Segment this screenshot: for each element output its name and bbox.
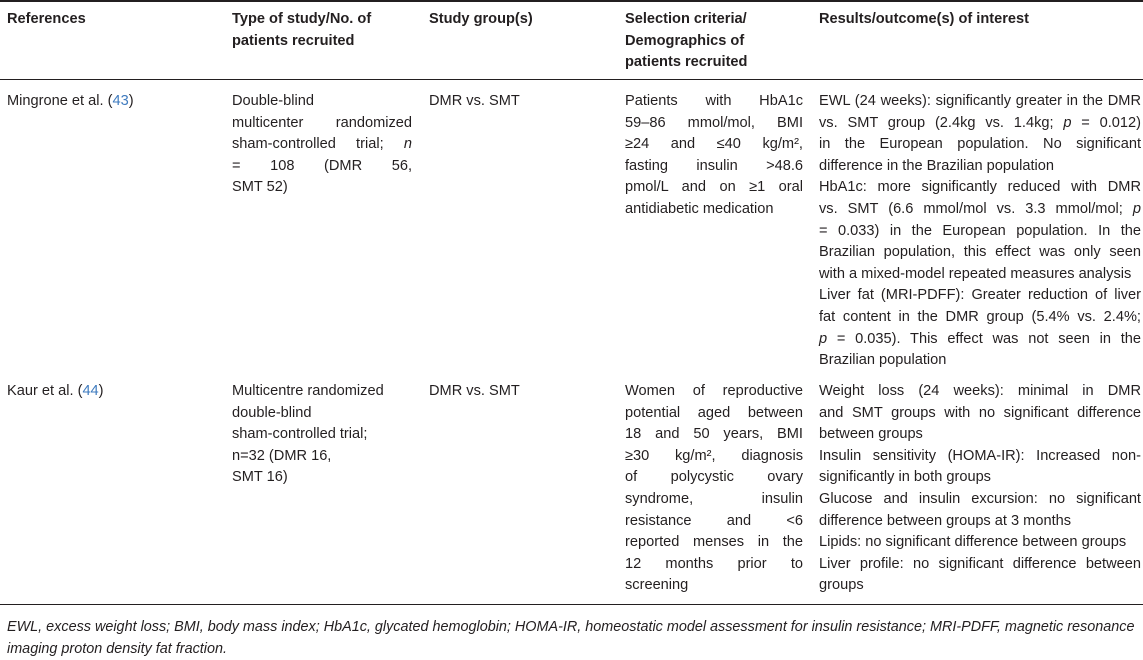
results-line: vs. SMT group (2.4kg vs. 1.4kg; p = 0.012): [819, 114, 1141, 131]
results-line: between groups: [819, 426, 923, 443]
row-1-selection-criteria: [625, 91, 803, 221]
study-type-line: sham-controlled trial;: [232, 426, 368, 443]
results-line: fat content in the DMR group (5.4% vs. 2.4%;: [819, 308, 1141, 325]
header-selection-line: Selection criteria/: [625, 11, 747, 27]
header-type-of-study: [232, 9, 412, 52]
selection-line: screening: [625, 577, 689, 594]
statistic-symbol: p: [819, 330, 828, 347]
selection-line: pmol/L and on ≥1 oral: [625, 179, 803, 196]
header-selection-line: Demographics of: [625, 32, 745, 49]
selection-line: reported menses in the: [625, 534, 803, 551]
selection-line: Patients with HbA1c: [625, 93, 803, 109]
results-line: = 0.033) in the European population. In the: [819, 222, 1141, 239]
results-line: Liver fat (MRI-PDFF): Greater reduction of liver: [819, 287, 1141, 304]
results-line: and SMT groups with no significant difference: [819, 404, 1141, 421]
study-type-line: n=32 (DMR 16,: [232, 447, 332, 464]
row-2-reference: [7, 381, 212, 403]
selection-line: ≥24 and ≤40 kg/m²,: [625, 136, 803, 153]
selection-line: 59–86 mmol/mol, BMI: [625, 114, 803, 131]
table-top-rule: [0, 0, 1143, 2]
selection-line: fasting insulin >48.6: [625, 157, 803, 174]
study-type-line: SMT 16): [232, 469, 288, 486]
selection-line: syndrome, insulin: [625, 490, 803, 507]
selection-line: Women of reproductive: [625, 383, 803, 399]
results-line: in the European population. No significant: [819, 136, 1141, 153]
results-line: p = 0.035). This effect was not seen in the: [819, 330, 1141, 347]
row-1-results: [819, 91, 1141, 372]
study-type-line: double-blind: [232, 404, 312, 421]
footnote-line: EWL, excess weight loss; BMI, body mass index; HbA1c, glycated hemoglobin; HOMA-IR, homeostatic model assessment for insulin resistance; MRI-PDFF, magnetic resonance: [7, 619, 1135, 635]
study-type-line: SMT 52): [232, 179, 288, 196]
row-1-study-group: DMR vs. SMT: [429, 93, 520, 109]
selection-line: antidiabetic medication: [625, 200, 774, 217]
results-line: EWL (24 weeks): significantly greater in the DMR: [819, 93, 1141, 109]
results-line: Liver profile: no significant difference between: [819, 555, 1141, 572]
header-references: References: [7, 11, 86, 27]
results-line: difference between groups at 3 months: [819, 512, 1072, 529]
row-2-study-group: DMR vs. SMT: [429, 383, 520, 399]
selection-line: 18 and 50 years, BMI: [625, 426, 803, 443]
statistic-symbol: n: [403, 136, 412, 153]
reference-author: Kaur et al. (: [7, 383, 83, 399]
selection-line: ≥30 kg/m², diagnosis: [625, 447, 803, 464]
header-study-group: Study group(s): [429, 11, 533, 27]
results-line: vs. SMT (6.6 mmol/mol vs. 3.3 mmol/mol; p: [819, 200, 1141, 217]
statistic-symbol: p: [1063, 114, 1072, 131]
table-header-rule: [0, 79, 1143, 80]
statistic-symbol: p: [1132, 200, 1141, 217]
row-1-reference: [7, 91, 212, 113]
selection-line: of polycystic ovary: [625, 469, 803, 486]
header-type-line: patients recruited: [232, 32, 355, 49]
selection-line: potential aged between: [625, 404, 803, 421]
header-selection-line: patients recruited: [625, 54, 748, 71]
header-results: Results/outcome(s) of interest: [819, 11, 1030, 27]
results-line: with a mixed-model repeated measures analysis: [819, 265, 1132, 282]
results-line: Lipids: no significant difference between groups: [819, 534, 1127, 551]
footnote-line: imaging proton density fat fraction.: [7, 641, 227, 657]
results-line: Brazilian population: [819, 352, 947, 369]
selection-line: 12 months prior to: [625, 555, 803, 572]
header-type-line: Type of study/No. of: [232, 11, 372, 27]
study-type-line: multicenter randomized: [232, 114, 412, 131]
reference-close: ): [128, 93, 134, 109]
row-1-study-type: [232, 91, 412, 199]
row-2-study-type: [232, 381, 412, 489]
row-2-results: [819, 381, 1141, 597]
study-type-line: sham-controlled trial; n: [232, 136, 412, 153]
reference-close: ): [98, 383, 104, 399]
results-line: groups: [819, 577, 864, 594]
results-line: Insulin sensitivity (HOMA-IR): Increased non-: [819, 447, 1141, 464]
reference-author: Mingrone et al. (: [7, 93, 113, 109]
results-line: HbA1c: more significantly reduced with DMR: [819, 179, 1141, 196]
results-line: difference in the Brazilian population: [819, 157, 1055, 174]
study-type-line: Double-blind: [232, 93, 314, 109]
results-line: Glucose and insulin excursion: no significant: [819, 490, 1141, 507]
table-bottom-rule: [0, 604, 1143, 605]
selection-line: resistance and <6: [625, 512, 803, 529]
study-type-line: = 108 (DMR 56,: [232, 157, 412, 174]
header-selection-criteria: [625, 9, 803, 74]
results-line: Brazilian population, this effect was only seen: [819, 244, 1141, 261]
table-footnote: [7, 616, 1141, 660]
reference-link[interactable]: 44: [82, 383, 99, 399]
reference-link[interactable]: 43: [112, 93, 129, 109]
study-type-line: Multicentre randomized: [232, 383, 384, 399]
row-2-selection-criteria: [625, 381, 803, 597]
results-line: Weight loss (24 weeks): minimal in DMR: [819, 383, 1141, 399]
results-line: significantly in both groups: [819, 469, 991, 486]
